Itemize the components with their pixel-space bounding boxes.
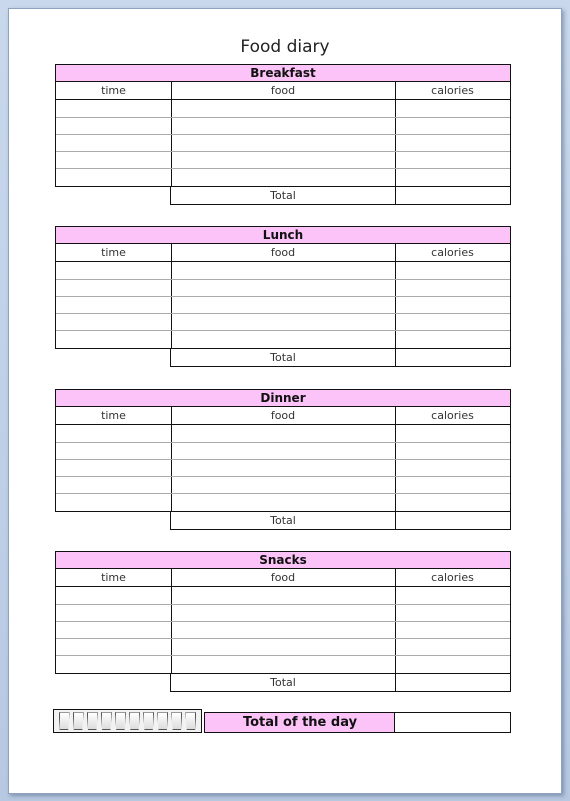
entry-row-line[interactable] bbox=[56, 168, 510, 169]
entry-row-line[interactable] bbox=[56, 296, 510, 297]
column-header-food: food bbox=[270, 84, 296, 97]
column-header-food: food bbox=[270, 246, 296, 259]
column-header-calories: calories bbox=[431, 571, 474, 584]
entry-row-line[interactable] bbox=[56, 151, 510, 152]
meal-section-breakfast bbox=[55, 64, 511, 205]
water-glass-icon[interactable] bbox=[73, 712, 84, 730]
meal-grid bbox=[55, 244, 511, 349]
column-header-time: time bbox=[101, 84, 126, 97]
meal-grid bbox=[55, 407, 511, 512]
water-glass-icon[interactable] bbox=[185, 712, 196, 730]
water-glass-icon[interactable] bbox=[129, 712, 140, 730]
meal-grid bbox=[55, 82, 511, 187]
total-divider bbox=[395, 349, 396, 366]
meal-heading: Snacks bbox=[55, 551, 511, 569]
header-divider bbox=[56, 586, 510, 587]
total-row bbox=[170, 349, 511, 367]
entry-row-line[interactable] bbox=[56, 279, 510, 280]
water-glass-icon[interactable] bbox=[101, 712, 112, 730]
day-total-footer bbox=[53, 709, 513, 735]
column-header-time: time bbox=[101, 246, 126, 259]
column-header-calories: calories bbox=[431, 409, 474, 422]
column-header-calories: calories bbox=[431, 246, 474, 259]
entry-row-line[interactable] bbox=[56, 621, 510, 622]
meal-grid bbox=[55, 569, 511, 674]
meal-heading: Breakfast bbox=[55, 64, 511, 82]
total-label: Total bbox=[270, 514, 296, 527]
total-divider bbox=[395, 512, 396, 529]
entry-row-line[interactable] bbox=[56, 442, 510, 443]
entry-row-line[interactable] bbox=[56, 638, 510, 639]
total-label: Total bbox=[270, 351, 296, 364]
column-header-time: time bbox=[101, 409, 126, 422]
meal-heading: Dinner bbox=[55, 389, 511, 407]
meal-section-snacks bbox=[55, 551, 511, 692]
water-glass-icon[interactable] bbox=[59, 712, 70, 730]
day-total-label: Total of the day bbox=[204, 712, 395, 733]
diary-page bbox=[8, 8, 562, 794]
meal-heading: Lunch bbox=[55, 226, 511, 244]
water-glasses-tracker bbox=[53, 709, 202, 733]
entry-row-line[interactable] bbox=[56, 313, 510, 314]
meal-section-dinner bbox=[55, 389, 511, 530]
water-glass-icon[interactable] bbox=[171, 712, 182, 730]
total-label: Total bbox=[270, 676, 296, 689]
meal-section-lunch bbox=[55, 226, 511, 367]
total-row bbox=[170, 187, 511, 205]
entry-row-line[interactable] bbox=[56, 655, 510, 656]
total-label: Total bbox=[270, 189, 296, 202]
water-glass-icon[interactable] bbox=[143, 712, 154, 730]
total-divider bbox=[395, 187, 396, 204]
water-glass-icon[interactable] bbox=[87, 712, 98, 730]
water-glass-icon[interactable] bbox=[157, 712, 168, 730]
header-divider bbox=[56, 424, 510, 425]
entry-row-line[interactable] bbox=[56, 476, 510, 477]
column-header-calories: calories bbox=[431, 84, 474, 97]
entry-row-line[interactable] bbox=[56, 604, 510, 605]
column-header-time: time bbox=[101, 571, 126, 584]
page-title: Food diary bbox=[240, 37, 330, 57]
entry-row-line[interactable] bbox=[56, 493, 510, 494]
total-row bbox=[170, 674, 511, 692]
entry-row-line[interactable] bbox=[56, 117, 510, 118]
entry-row-line[interactable] bbox=[56, 459, 510, 460]
water-glass-icon[interactable] bbox=[115, 712, 126, 730]
entry-row-line[interactable] bbox=[56, 134, 510, 135]
entry-row-line[interactable] bbox=[56, 330, 510, 331]
header-divider bbox=[56, 261, 510, 262]
day-total-field[interactable] bbox=[394, 712, 511, 733]
column-header-food: food bbox=[270, 571, 296, 584]
total-row bbox=[170, 512, 511, 530]
header-divider bbox=[56, 99, 510, 100]
column-header-food: food bbox=[270, 409, 296, 422]
total-divider bbox=[395, 674, 396, 691]
